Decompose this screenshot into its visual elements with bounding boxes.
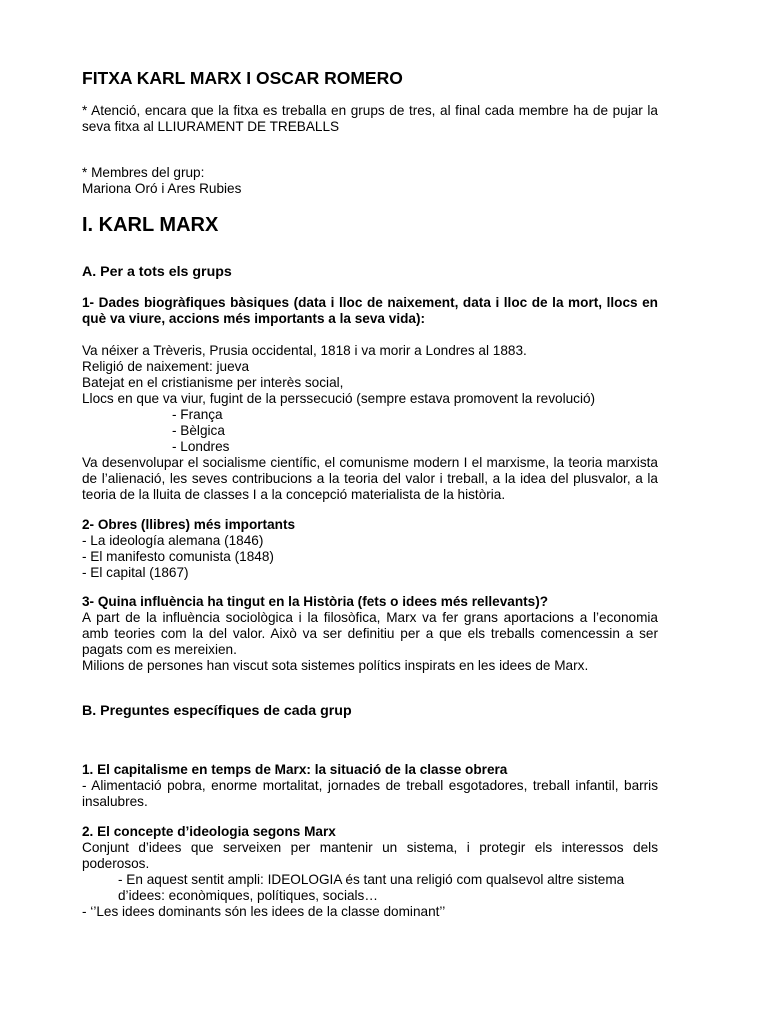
question-b2-heading: 2. El concepte d’ideologia segons Marx bbox=[82, 824, 336, 839]
document-content bbox=[82, 67, 658, 920]
members-label: * Membres del grup: bbox=[82, 165, 205, 180]
list-item: - El manifesto comunista (1848) bbox=[82, 549, 274, 564]
question-b2-answer: Conjunt d’idees que serveixen per mantenir un sistema, i protegir els interessos dels poderosos. bbox=[82, 840, 658, 871]
list-item: - El capital (1867) bbox=[82, 565, 189, 580]
works-list bbox=[82, 533, 658, 581]
question-b2-answer-detail: - En aquest sentit ampli: IDEOLOGIA és tant una religió com qualsevol altre sistema d’idees: econòmiques, polítiques, socials… bbox=[118, 872, 625, 903]
question-2-heading: 2- Obres (llibres) més importants bbox=[82, 517, 296, 532]
biography-line: Llocs en que va viur, fugint de la perssecució (sempre estava promovent la revolució) bbox=[82, 391, 596, 406]
part-b-heading: B. Preguntes específiques de cada grup bbox=[82, 703, 352, 719]
question-b2-quote: - ‘’Les idees dominants són les idees de la classe dominant’’ bbox=[82, 904, 446, 919]
place-item: - França bbox=[172, 407, 223, 422]
biography-line: Va néixer a Trèveris, Prusia occidental, 1818 i va morir a Londres al 1883. bbox=[82, 343, 527, 358]
part-a-heading: A. Per a tots els grups bbox=[82, 264, 232, 280]
influence-paragraph: A part de la influència sociològica i la filosòfica, Marx va fer grans aportacions a l’economia amb teories com la del valor. Això va ser definitiu per a que els treballs comencessin a ser pagats com es mereixien. bbox=[82, 610, 658, 657]
biography-line: Religió de naixement: jueva bbox=[82, 359, 250, 374]
place-item: - Londres bbox=[172, 439, 230, 454]
question-b1-heading: 1. El capitalisme en temps de Marx: la situació de la classe obrera bbox=[82, 762, 508, 777]
question-b1-answer: - Alimentació pobra, enorme mortalitat, jornades de treball esgotadores, treball infantil, barris insalubres. bbox=[82, 778, 658, 809]
biography-line: Batejat en el cristianisme per interès social, bbox=[82, 375, 344, 390]
influence-paragraph-2: Milions de persones han viscut sota sistemes polítics inspirats en les idees de Marx. bbox=[82, 658, 589, 673]
list-item: - La ideología alemana (1846) bbox=[82, 533, 264, 548]
section-heading-karl-marx: I. KARL MARX bbox=[82, 214, 219, 236]
document-title: FITXA KARL MARX I OSCAR ROMERO bbox=[82, 68, 403, 88]
contributions-paragraph: Va desenvolupar el socialisme científic, el comunisme modern I el marxisme, la teoria marxista de l’alienació, les seves contribucions a la teoria del valor i treball, a la idea del plusvalor, a la teoria de la lluita de classes I a la concepció materialista de la història. bbox=[82, 455, 658, 502]
question-1-heading: 1- Dades biogràfiques bàsiques (data i lloc de naixement, data i lloc de la mort, llocs en què va viure, accions més importants a la seva vida): bbox=[82, 295, 658, 326]
place-item: - Bèlgica bbox=[172, 423, 225, 438]
question-3-heading: 3- Quina influència ha tingut en la Història (fets o idees més rellevants)? bbox=[82, 594, 549, 609]
notice-text: * Atenció, encara que la fitxa es treballa en grups de tres, al final cada membre ha de pujar la seva fitxa al LLIURAMENT DE TREBALLS bbox=[82, 103, 658, 134]
biography-lines bbox=[82, 343, 658, 503]
members-names: Mariona Oró i Ares Rubies bbox=[82, 181, 242, 196]
